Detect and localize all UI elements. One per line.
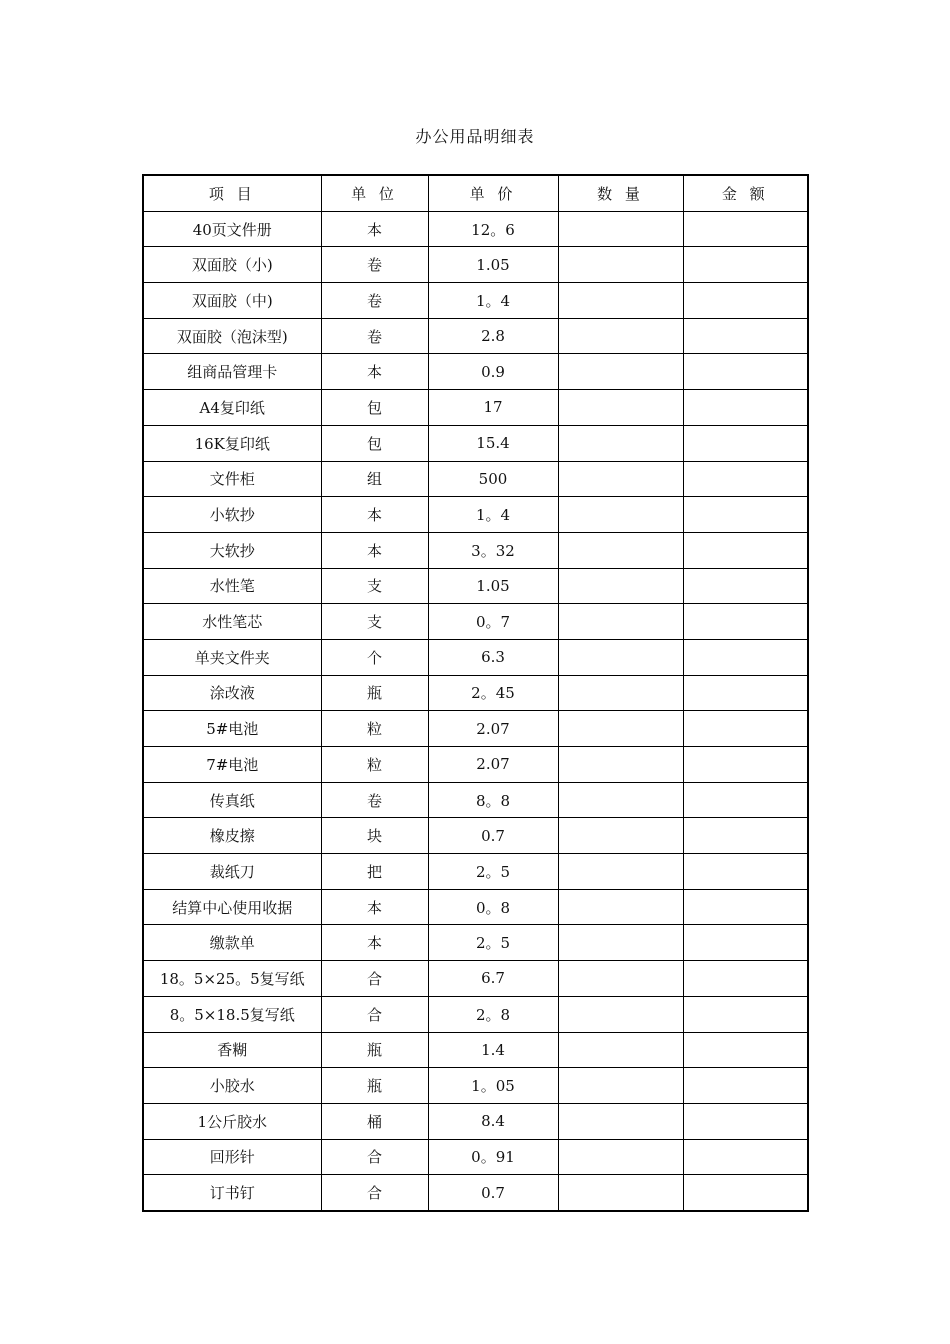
cell-quantity [558,1139,683,1175]
cell-price: 1.05 [428,568,558,604]
table-header-row [143,175,808,211]
cell-amount [683,747,808,783]
cell-unit: 把 [321,854,428,890]
cell-item: A4复印纸 [143,390,321,426]
cell-price: 2。5 [428,925,558,961]
cell-price: 6.3 [428,639,558,675]
cell-item: 缴款单 [143,925,321,961]
cell-price: 2。45 [428,675,558,711]
cell-item: 大软抄 [143,532,321,568]
cell-price: 2.07 [428,711,558,747]
table-row [143,782,808,818]
cell-item: 传真纸 [143,782,321,818]
cell-price: 17 [428,390,558,426]
cell-amount [683,1032,808,1068]
cell-quantity [558,1103,683,1139]
table-row [143,711,808,747]
table-row [143,925,808,961]
cell-item: 结算中心使用收据 [143,889,321,925]
cell-unit: 本 [321,889,428,925]
office-supplies-table [142,174,809,1212]
cell-item: 水性笔芯 [143,604,321,640]
cell-item: 回形针 [143,1139,321,1175]
cell-quantity [558,782,683,818]
cell-unit: 本 [321,497,428,533]
cell-amount [683,283,808,319]
cell-quantity [558,854,683,890]
cell-amount [683,318,808,354]
cell-item: 橡皮擦 [143,818,321,854]
cell-item: 16K复印纸 [143,425,321,461]
cell-amount [683,497,808,533]
cell-item: 双面胶（中) [143,283,321,319]
cell-item: 订书钉 [143,1175,321,1211]
table-body [143,211,808,1211]
cell-item: 7#电池 [143,747,321,783]
cell-unit: 卷 [321,283,428,319]
cell-price: 15.4 [428,425,558,461]
cell-unit: 支 [321,568,428,604]
table-row [143,318,808,354]
cell-price: 0.7 [428,818,558,854]
cell-price: 2。8 [428,996,558,1032]
cell-price: 0。91 [428,1139,558,1175]
cell-amount [683,639,808,675]
column-header-unit: 单 位 [321,175,428,211]
page-title: 办公用品明细表 [415,127,535,146]
cell-quantity [558,532,683,568]
cell-item: 小胶水 [143,1068,321,1104]
cell-price: 2.8 [428,318,558,354]
cell-price: 2.07 [428,747,558,783]
cell-quantity [558,318,683,354]
cell-amount [683,211,808,247]
table-row [143,889,808,925]
cell-price: 0。7 [428,604,558,640]
cell-unit: 瓶 [321,675,428,711]
table-row [143,247,808,283]
cell-price: 0.7 [428,1175,558,1211]
table-row [143,1103,808,1139]
table-row [143,854,808,890]
cell-price: 6.7 [428,961,558,997]
cell-quantity [558,247,683,283]
cell-unit: 瓶 [321,1068,428,1104]
cell-item: 组商品管理卡 [143,354,321,390]
cell-quantity [558,996,683,1032]
cell-price: 2。5 [428,854,558,890]
cell-quantity [558,961,683,997]
cell-amount [683,1103,808,1139]
cell-unit: 瓶 [321,1032,428,1068]
cell-item: 40页文件册 [143,211,321,247]
cell-amount [683,996,808,1032]
cell-quantity [558,818,683,854]
cell-quantity [558,639,683,675]
table-row [143,532,808,568]
cell-unit: 个 [321,639,428,675]
cell-amount [683,568,808,604]
cell-unit: 合 [321,961,428,997]
cell-price: 0.9 [428,354,558,390]
cell-quantity [558,211,683,247]
table-row [143,996,808,1032]
table-row [143,604,808,640]
cell-amount [683,247,808,283]
cell-unit: 本 [321,925,428,961]
cell-item: 香糊 [143,1032,321,1068]
cell-unit: 本 [321,211,428,247]
cell-quantity [558,747,683,783]
cell-amount [683,425,808,461]
cell-amount [683,925,808,961]
cell-amount [683,1068,808,1104]
cell-quantity [558,1032,683,1068]
cell-price: 1。4 [428,283,558,319]
cell-price: 1.05 [428,247,558,283]
cell-unit: 包 [321,425,428,461]
cell-quantity [558,711,683,747]
table-row [143,497,808,533]
table-row [143,818,808,854]
cell-price: 8。8 [428,782,558,818]
cell-quantity [558,1068,683,1104]
table-row [143,961,808,997]
table-row [143,568,808,604]
cell-amount [683,961,808,997]
cell-unit: 合 [321,996,428,1032]
cell-amount [683,461,808,497]
column-header-price: 单 价 [428,175,558,211]
table-row [143,425,808,461]
cell-quantity [558,604,683,640]
cell-quantity [558,925,683,961]
cell-amount [683,889,808,925]
cell-price: 3。32 [428,532,558,568]
cell-unit: 粒 [321,747,428,783]
cell-item: 双面胶（小) [143,247,321,283]
table-row [143,639,808,675]
cell-price: 500 [428,461,558,497]
cell-amount [683,390,808,426]
table-row [143,354,808,390]
cell-price: 1。4 [428,497,558,533]
cell-amount [683,1139,808,1175]
table-row [143,390,808,426]
cell-unit: 组 [321,461,428,497]
cell-quantity [558,568,683,604]
cell-unit: 卷 [321,318,428,354]
table-row [143,211,808,247]
table-row [143,283,808,319]
cell-item: 8。5×18.5复写纸 [143,996,321,1032]
cell-quantity [558,497,683,533]
cell-item: 1公斤胶水 [143,1103,321,1139]
table-row [143,675,808,711]
cell-unit: 合 [321,1139,428,1175]
cell-price: 1.4 [428,1032,558,1068]
table-row [143,1032,808,1068]
cell-unit: 包 [321,390,428,426]
table-row [143,1139,808,1175]
column-header-quantity: 数 量 [558,175,683,211]
cell-unit: 合 [321,1175,428,1211]
column-header-amount: 金 额 [683,175,808,211]
cell-price: 12。6 [428,211,558,247]
cell-item: 5#电池 [143,711,321,747]
table-row [143,747,808,783]
cell-amount [683,532,808,568]
cell-item: 单夹文件夹 [143,639,321,675]
cell-item: 文件柜 [143,461,321,497]
cell-price: 1。05 [428,1068,558,1104]
cell-price: 8.4 [428,1103,558,1139]
cell-quantity [558,390,683,426]
cell-amount [683,854,808,890]
cell-quantity [558,889,683,925]
cell-unit: 卷 [321,247,428,283]
cell-amount [683,782,808,818]
cell-quantity [558,1175,683,1211]
cell-item: 涂改液 [143,675,321,711]
cell-amount [683,604,808,640]
cell-item: 裁纸刀 [143,854,321,890]
cell-amount [683,818,808,854]
cell-quantity [558,461,683,497]
cell-price: 0。8 [428,889,558,925]
cell-unit: 粒 [321,711,428,747]
cell-item: 水性笔 [143,568,321,604]
cell-amount [683,354,808,390]
column-header-item: 项 目 [143,175,321,211]
cell-amount [683,711,808,747]
table-row [143,461,808,497]
cell-item: 小软抄 [143,497,321,533]
cell-amount [683,1175,808,1211]
cell-item: 18。5×25。5复写纸 [143,961,321,997]
cell-unit: 支 [321,604,428,640]
cell-amount [683,675,808,711]
cell-item: 双面胶（泡沫型) [143,318,321,354]
cell-unit: 卷 [321,782,428,818]
table-row [143,1068,808,1104]
cell-unit: 本 [321,532,428,568]
cell-unit: 块 [321,818,428,854]
cell-quantity [558,283,683,319]
cell-unit: 本 [321,354,428,390]
cell-quantity [558,425,683,461]
table-row [143,1175,808,1211]
cell-quantity [558,675,683,711]
cell-unit: 桶 [321,1103,428,1139]
cell-quantity [558,354,683,390]
